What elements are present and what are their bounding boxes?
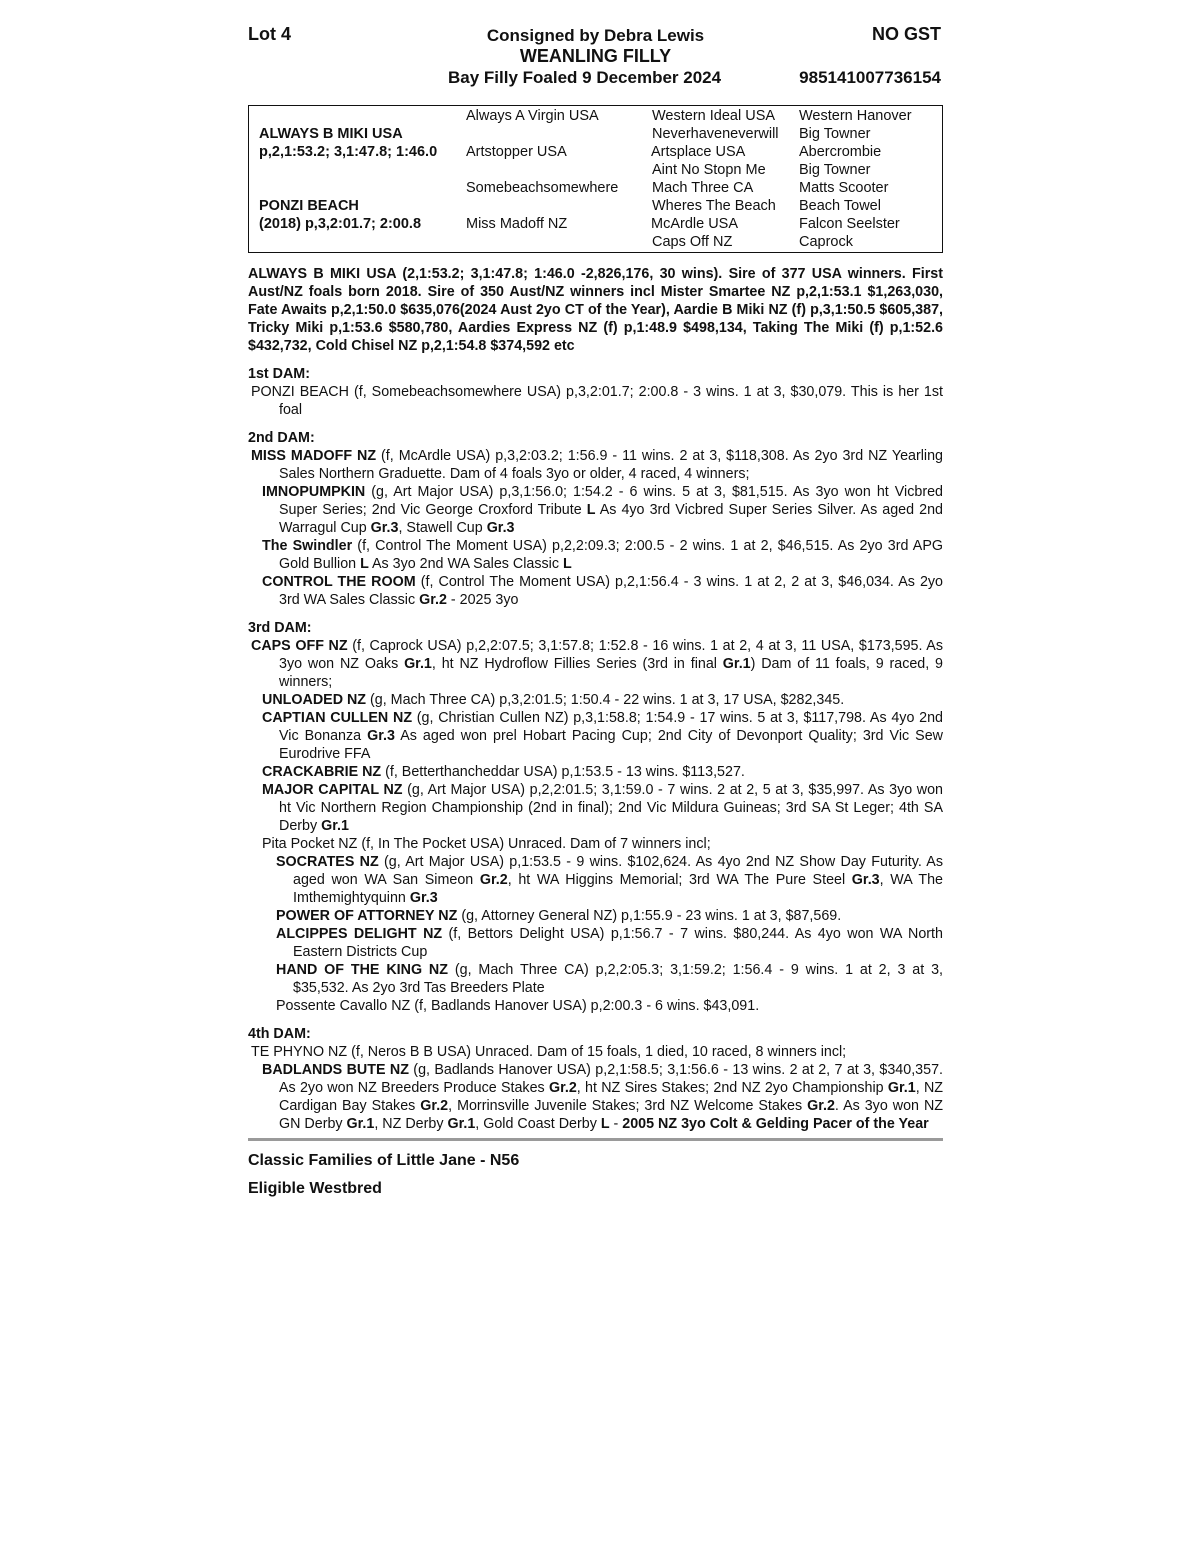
pedigree-great-grandparent: Mach Three CA bbox=[652, 180, 754, 196]
microchip-number: 985141007736154 bbox=[799, 68, 941, 87]
progeny-entry: MAJOR CAPITAL NZ (g, Art Major USA) p,2,2:01.5; 3,1:59.0 - 7 wins. 2 at 2, 5 at 3, $35,997. As 3yo won ht Vic Northern Region Championship (2nd in final); 2nd Vic Mildura Guineas; 3rd SA St Leger; 4th SA Derby Gr.1 bbox=[262, 782, 943, 834]
grand-progeny-entry: ALCIPPES DELIGHT NZ (f, Bettors Delight USA) p,1:56.7 - 7 wins. $80,244. As 4yo won WA North Eastern Districts Cup bbox=[276, 926, 943, 960]
pedigree-great-great-grandparent: Beach Towel bbox=[799, 198, 881, 214]
pedigree-grandparent: Always A Virgin USA bbox=[466, 108, 599, 124]
pedigree-grandparent: Miss Madoff NZ bbox=[466, 216, 568, 232]
pedigree-sire: ALWAYS B MIKI USA bbox=[259, 126, 403, 142]
lot-header bbox=[248, 22, 943, 88]
catalogue-page bbox=[248, 22, 943, 1199]
horse-name: CAPTIAN CULLEN NZ bbox=[262, 710, 413, 726]
grand-progeny-entry: SOCRATES NZ (g, Art Major USA) p,1:53.5 - 9 wins. $102,624. As 4yo 2nd NZ Show Day Futurity. As aged won WA San Simeon Gr.2, ht WA Higgins Memorial; 3rd WA The Pure Steel Gr.3, WA The Imthemightyquinn Gr.3 bbox=[276, 854, 943, 906]
first-dam-entry: PONZI BEACH (f, Somebeachsomewhere USA) p,3,2:01.7; 2:00.8 - 3 wins. 1 at 3, $30,079. This is her 1st foal bbox=[251, 384, 943, 418]
pedigree-great-great-grandparent: Big Towner bbox=[799, 162, 871, 178]
horse-name: UNLOADED NZ bbox=[262, 692, 367, 708]
horse-name: MISS MADOFF NZ bbox=[251, 448, 377, 464]
pedigree-great-great-grandparent: Big Towner bbox=[799, 126, 871, 142]
pedigree-great-great-grandparent: Western Hanover bbox=[799, 108, 912, 124]
second-dam-heading: 2nd DAM: bbox=[248, 430, 315, 446]
lot-number: Lot 4 bbox=[248, 24, 291, 44]
horse-name: The Swindler bbox=[262, 538, 353, 554]
horse-name: BADLANDS BUTE NZ bbox=[262, 1062, 409, 1078]
progeny-entry: IMNOPUMPKIN (g, Art Major USA) p,3,1:56.0; 1:54.2 - 6 wins. 5 at 3, $81,515. As 3yo won ht Vicbred Super Series; 2nd Vic George Croxford Tribute L As 4yo 3rd Vicbred Super Series Silver. As aged 2nd Warragul Cup Gr.3, Stawell Cup Gr.3 bbox=[262, 484, 943, 536]
pedigree-great-grandparent: Neverhaveneverwill bbox=[652, 126, 779, 142]
progeny-entry: Pita Pocket NZ (f, In The Pocket USA) Unraced. Dam of 7 winners incl; bbox=[262, 836, 711, 852]
pedigree-dam: PONZI BEACH bbox=[259, 198, 359, 214]
progeny-entry: UNLOADED NZ (g, Mach Three CA) p,3,2:01.5; 1:50.4 - 22 wins. 1 at 3, 17 USA, $282,345. bbox=[262, 692, 845, 708]
fourth-dam-heading: 4th DAM: bbox=[248, 1026, 311, 1042]
progeny-entry: BADLANDS BUTE NZ (g, Badlands Hanover USA) p,2,1:58.5; 3,1:56.6 - 13 wins. 2 at 2, 7 at 3, $340,357. As 2yo won NZ Breeders Produce Stakes Gr.2, ht NZ Sires Stakes; 2nd NZ 2yo Championship Gr.1, NZ Cardigan Bay Stakes Gr.2, Morrinsville Juvenile Stakes; 3rd NZ Welcome Stakes Gr.2. As 3yo won NZ GN Derby Gr.1, NZ Derby Gr.1, Gold Coast Derby L - 2005 NZ 3yo Colt & Gelding Pacer of the Year bbox=[262, 1062, 944, 1132]
gst-status: NO GST bbox=[871, 24, 941, 44]
horse-name: POWER OF ATTORNEY NZ bbox=[276, 908, 458, 924]
pedigree-great-grandparent: McArdle USA bbox=[651, 216, 739, 232]
pedigree-great-grandparent: Western Ideal USA bbox=[652, 108, 776, 124]
pedigree-great-grandparent: Caps Off NZ bbox=[652, 234, 733, 250]
progeny-entry: CRACKABRIE NZ (f, Betterthancheddar USA) p,1:53.5 - 13 wins. $113,527. bbox=[262, 764, 745, 780]
third-dam-entry: CAPS OFF NZ (f, Caprock USA) p,2,2:07.5; 3,1:57.8; 1:52.8 - 16 wins. 1 at 2, 4 at 3, 11 USA, $173,595. As 3yo won NZ Oaks Gr.1, ht NZ Hydroflow Fillies Series (3rd in final Gr.1) Dam of 11 foals, 9 raced, 9 winners; bbox=[251, 638, 944, 690]
horse-name: SOCRATES NZ bbox=[276, 854, 379, 870]
horse-name: MAJOR CAPITAL NZ bbox=[262, 782, 403, 798]
pedigree-great-grandparent: Aint No Stopn Me bbox=[652, 162, 766, 178]
foaling-details: Bay Filly Foaled 9 December 2024 bbox=[448, 68, 722, 87]
progeny-entry: CAPTIAN CULLEN NZ (g, Christian Cullen NZ) p,3,1:58.8; 1:54.9 - 17 wins. 5 at 3, $117,798. As 4yo 2nd Vic Bonanza Gr.3 As aged won prel Hobart Pacing Cup; 2nd City of Devonport Quality; 3rd Vic Sew Eurodrive FFA bbox=[262, 710, 943, 762]
grand-progeny-entry: Possente Cavallo NZ (f, Badlands Hanover USA) p,2:00.3 - 6 wins. $43,091. bbox=[276, 998, 760, 1014]
progeny-entry: CONTROL THE ROOM (f, Control The Moment USA) p,2,1:56.4 - 3 wins. 1 at 2, 2 at 3, $46,034. As 2yo 3rd WA Sales Classic Gr.2 - 2025 3yo bbox=[262, 574, 944, 608]
pedigree-great-grandparent: Wheres The Beach bbox=[652, 198, 776, 214]
second-dam-entry: MISS MADOFF NZ (f, McArdle USA) p,3,2:03.2; 1:56.9 - 11 wins. 2 at 3, $118,308. As 2yo 3rd NZ Yearling Sales Northern Graduette. Dam of 4 foals 3yo or older, 4 raced, 4 winners; bbox=[251, 448, 943, 482]
horse-name: CRACKABRIE NZ bbox=[262, 764, 382, 780]
section-divider bbox=[248, 1138, 943, 1141]
pedigree-table bbox=[248, 105, 943, 253]
third-dam-heading: 3rd DAM: bbox=[248, 620, 312, 636]
sire-summary: ALWAYS B MIKI USA (2,1:53.2; 3,1:47.8; 1:46.0 -2,826,176, 30 wins). Sire of 377 USA winners. First Aust/NZ foals born 2018. Sire of 350 Aust/NZ winners incl Mister Smartee NZ p,2,1:53.1 $1,263,030, Fate Awaits p,2,1:50.0 $635,076(2024 Aust 2yo CT of the Year), Aardie B Miki NZ (f) p,3,1:50.5 $605,387, Tricky Miki p,1:53.6 $580,780, Aardies Express NZ (f) p,1:48.9 $498,134, Taking The Miki (f) p,1:52.6 $432,732, Cold Chisel NZ p,2,1:54.8 $374,592 etc bbox=[248, 266, 943, 354]
pedigree-great-grandparent: Artsplace USA bbox=[651, 144, 746, 160]
fourth-dam-entry: TE PHYNO NZ (f, Neros B B USA) Unraced. Dam of 15 foals, 1 died, 10 raced, 8 winners incl; bbox=[251, 1044, 847, 1060]
catalogue-body bbox=[248, 265, 943, 1199]
progeny-entry: The Swindler (f, Control The Moment USA) p,2,2:09.3; 2:00.5 - 2 wins. 1 at 2, $46,515. As 2yo 3rd APG Gold Bullion L As 3yo 2nd WA Sales Classic L bbox=[262, 538, 943, 572]
grand-progeny-entry: HAND OF THE KING NZ (g, Mach Three CA) p,2,2:05.3; 3,1:59.2; 1:56.4 - 9 wins. 1 at 2, 3 at 3, $35,532. As 2yo 3rd Tas Breeders Plate bbox=[276, 962, 943, 996]
horse-name: CAPS OFF NZ bbox=[251, 638, 348, 654]
eligibility-note: Eligible Westbred bbox=[248, 1180, 382, 1197]
award: 2005 NZ 3yo Colt & Gelding Pacer of the Year bbox=[622, 1116, 929, 1132]
first-dam-heading: 1st DAM: bbox=[248, 366, 310, 382]
pedigree-grandparent: Artstopper USA bbox=[466, 144, 567, 160]
grand-progeny-entry: POWER OF ATTORNEY NZ (g, Attorney General NZ) p,1:55.9 - 23 wins. 1 at 3, $87,569. bbox=[276, 908, 842, 924]
pedigree-grandparent: Somebeachsomewhere bbox=[466, 180, 619, 196]
pedigree-sire-record: p,2,1:53.2; 3,1:47.8; 1:46.0 bbox=[259, 144, 438, 160]
lot-title: WEANLING FILLY bbox=[519, 46, 672, 66]
pedigree-great-great-grandparent: Abercrombie bbox=[799, 144, 882, 160]
consignor: Consigned by Debra Lewis bbox=[486, 26, 705, 45]
family-note: Classic Families of Little Jane - N56 bbox=[248, 1152, 520, 1169]
pedigree-great-great-grandparent: Falcon Seelster bbox=[799, 216, 900, 232]
pedigree-great-great-grandparent: Matts Scooter bbox=[799, 180, 889, 196]
pedigree-great-great-grandparent: Caprock bbox=[799, 234, 853, 250]
horse-name: IMNOPUMPKIN bbox=[262, 484, 366, 500]
pedigree-dam-record: (2018) p,3,2:01.7; 2:00.8 bbox=[259, 216, 422, 232]
horse-name: ALCIPPES DELIGHT NZ bbox=[276, 926, 443, 942]
horse-name: HAND OF THE KING NZ bbox=[276, 962, 448, 978]
horse-name: CONTROL THE ROOM bbox=[262, 574, 416, 590]
